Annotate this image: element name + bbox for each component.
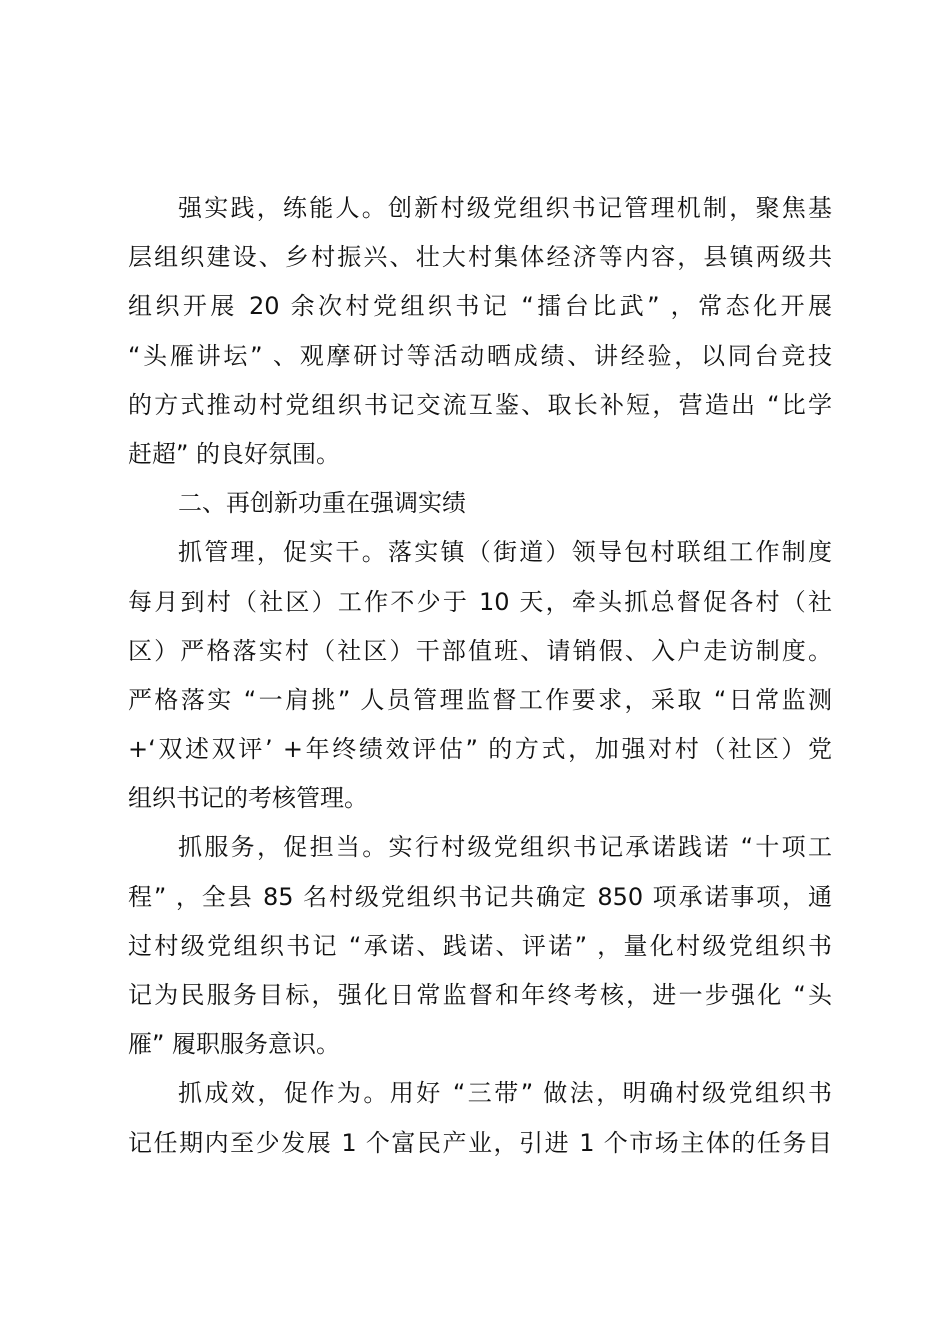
text-line: 区）严格落实村（社区）干部值班、请销假、入户走访制度。 [128,636,832,665]
text-line: 抓成效，促作为。用好 “三带” 做法，明确村级党组织书 [178,1079,832,1108]
text-line: 层组织建设、乡村振兴、壮大村集体经济等内容，县镇两级共 [128,243,832,272]
text-line: +‘双述双评’ +年终绩效评估” 的方式，加强对村（社区）党 [128,735,832,764]
section-heading: 二、再创新功重在强调实绩 [178,489,466,518]
document-body [128,184,832,1168]
text-line: 的方式推动村党组织书记交流互鉴、取长补短，营造出 “比学 [128,390,832,419]
text-line: 记任期内至少发展 1 个富民产业，引进 1 个市场主体的任务目 [128,1128,832,1157]
text-line: 雁” 履职服务意识。 [128,1030,341,1059]
text-line: 抓管理，促实干。落实镇（街道）领导包村联组工作制度 [178,538,832,567]
text-line: 程” ，全县 85 名村级党组织书记共确定 850 项承诺事项，通 [128,882,832,911]
text-line: 抓服务，促担当。实行村级党组织书记承诺践诺 “十项工 [178,833,832,862]
text-line: 严格落实 “一肩挑” 人员管理监督工作要求，采取 “日常监测 [128,685,832,714]
text-line: 记为民服务目标，强化日常监督和年终考核，进一步强化 “头 [128,981,832,1009]
text-line: “头雁讲坛” 、观摩研讨等活动晒成绩、讲经验，以同台竞技 [128,341,832,370]
text-line: 赶超” 的良好氛围。 [128,439,341,468]
text-line: 每月到村（社区）工作不少于 10 天，牵头抓总督促各村（社 [128,587,832,616]
text-line: 组织开展 20 余次村党组织书记 “擂台比武” ，常态化开展 [128,292,832,321]
text-line: 组织书记的考核管理。 [128,784,368,813]
text-line: 强实践，练能人。创新村级党组织书记管理机制，聚焦基 [178,194,832,222]
text-line: 过村级党组织书记 “承诺、践诺、评诺” ，量化村级党组织书 [128,931,832,960]
